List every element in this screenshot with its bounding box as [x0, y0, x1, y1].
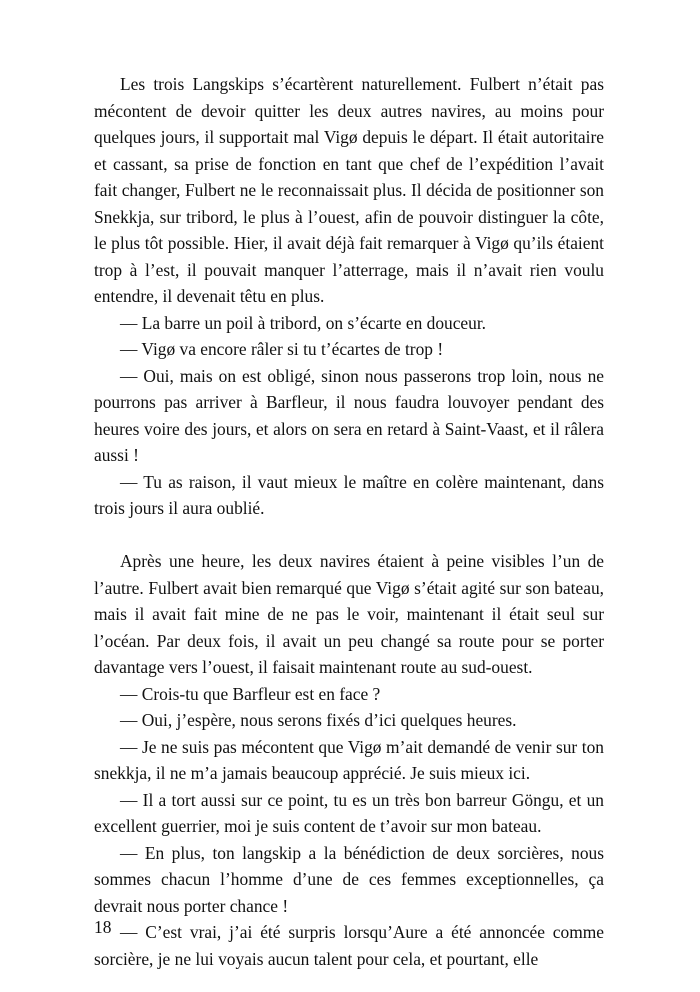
page-number: 18	[94, 917, 112, 937]
dialogue-line: — C’est vrai, j’ai été surpris lorsqu’Aure a été annoncée comme sorcière, je ne lui voyais aucun talent pour cela, et pourtant, elle	[94, 922, 604, 969]
dialogue-line: — Je ne suis pas mécontent que Vigø m’ait demandé de venir sur ton snekkja, il ne m’a jamais beaucoup apprécié. Je suis mieux ici.	[94, 736, 604, 783]
dialogue-line: — La barre un poil à tribord, on s’écarte en douceur.	[120, 312, 487, 333]
paragraph: Après une heure, les deux navires étaient à peine visibles l’un de l’autre. Fulbert avait bien remarqué que Vigø s’était agité sur son bateau, mais il avait fait mine de ne pas le voir, maintenant il était seul sur l’océan. Par deux fois, il avait un peu changé sa route pour se porter davantage vers l’ouest, il faisait maintenant route au sud-ouest.	[94, 551, 604, 677]
dialogue-line: — Il a tort aussi sur ce point, tu es un très bon barreur Göngu, et un excellent guerrier, moi je suis content de t’avoir sur mon bateau.	[94, 789, 604, 836]
dialogue-line: — Tu as raison, il vaut mieux le maître en colère maintenant, dans trois jours il aura oublié.	[94, 471, 604, 518]
dialogue-line: — Vigø va encore râler si tu t’écartes de trop !	[120, 339, 444, 359]
dialogue-line: — Crois-tu que Barfleur est en face ?	[120, 683, 381, 704]
body-text	[94, 71, 604, 972]
dialogue-line: — Oui, mais on est obligé, sinon nous passerons trop loin, nous ne pourrons pas arriver à Barfleur, il nous faudra louvoyer pendant des heures voire des jours, et alors on sera en retard à Saint-Vaast, et il râlera aussi !	[94, 365, 604, 465]
paragraph: Les trois Langskips s’écartèrent naturellement. Fulbert n’était pas mécontent de devoir quitter les deux autres navires, au moins pour quelques jours, il supportait mal Vigø depuis le départ. Il était autoritaire et cassant, sa prise de fonction en tant que chef de l’expédition l’avait fait changer, Fulbert ne le reconnaissait plus. Il décida de positionner son Snekkja, sur tribord, le plus à l’ouest, afin de pouvoir distinguer la côte, le plus tôt possible. Hier, il avait déjà fait remarquer à Vigø qu’ils étaient trop à l’est, il pouvait manquer l’atterrage, mais il n’avait rien voulu entendre, il devenait têtu en plus.	[94, 74, 604, 306]
dialogue-line: — Oui, j’espère, nous serons fixés d’ici quelques heures.	[120, 710, 517, 730]
dialogue-line: — En plus, ton langskip a la bénédiction de deux sorcières, nous sommes chacun l’homme d’une de ces femmes exceptionnelles, ça devrait nous porter chance !	[94, 842, 604, 916]
